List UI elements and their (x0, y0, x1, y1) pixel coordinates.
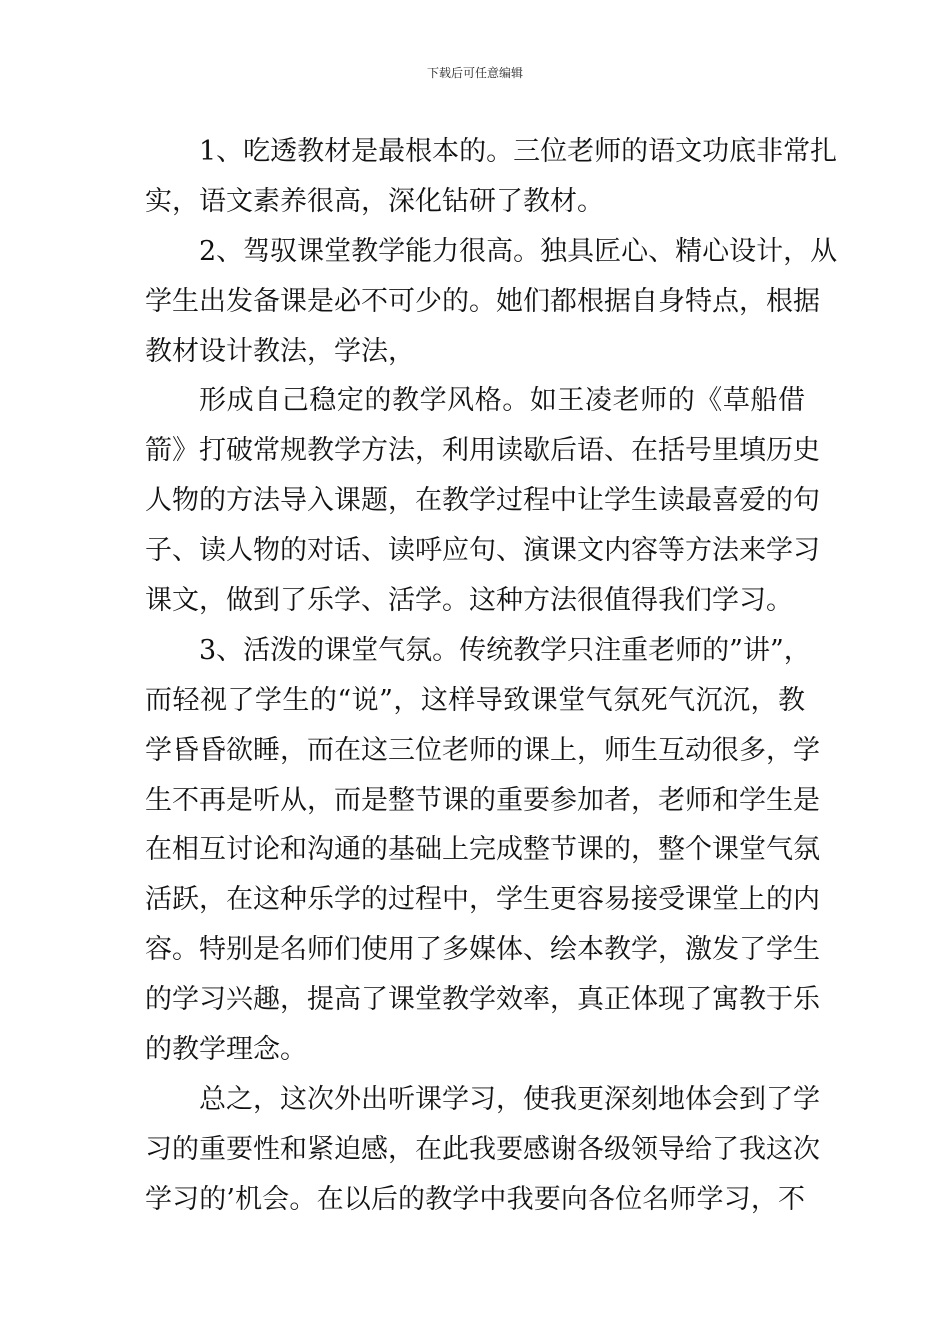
document-body (145, 127, 838, 1225)
text-line: 习的重要性和紧迫感，在此我要感谢各级领导给了我这次 (145, 1133, 820, 1165)
text-line: 容。特别是名师们使用了多媒体、绘本教学，激发了学生 (145, 934, 820, 966)
text-line: 的教学理念。 (145, 1034, 307, 1066)
text-line: 在相互讨论和沟通的基础上完成整节课的，整个课堂气氛 (145, 834, 820, 866)
text-line: 生不再是听从，而是整节课的重要参加者，老师和学生是 (145, 784, 820, 816)
text-line: 的学习兴趣，提高了课堂教学效率，真正体现了寓教于乐 (145, 984, 820, 1016)
text-line: 2、驾驭课堂教学能力很高。独具匠心、精心设计，从 (199, 235, 838, 267)
text-line: 活跃，在这种乐学的过程中，学生更容易接受课堂上的内 (145, 884, 820, 916)
text-line: 子、读人物的对话、读呼应句、演课文内容等方法来学习 (145, 535, 820, 567)
text-line: 课文，做到了乐学、活学。这种方法很值得我们学习。 (145, 585, 793, 617)
text-line: 人物的方法导入课题，在教学过程中让学生读最喜爱的句 (145, 485, 820, 517)
text-line: 教材设计教法，学法， (145, 335, 415, 367)
text-line: 形成自己稳定的教学风格。如王凌老师的《草船借 (199, 385, 805, 417)
text-line: 学昏昏欲睡，而在这三位老师的课上，师生互动很多，学 (145, 734, 820, 766)
text-line: 3、活泼的课堂气氛。传统教学只注重老师的”讲”， (199, 634, 811, 666)
text-line: 实，语文素养很高，深化钻研了教材。 (145, 185, 604, 217)
text-line: 1、吃透教材是最根本的。三位老师的语文功底非常扎 (199, 136, 838, 167)
page-header: 下载后可任意编辑 (426, 66, 523, 80)
text-line: 而轻视了学生的“说”，这样导致课堂气氛死气沉沉，教 (145, 684, 805, 716)
text-line: 箭》打破常规教学方法，利用读歇后语、在括号里填历史 (145, 435, 820, 467)
text-line: 学生出发备课是必不可少的。她们都根据自身特点，根据 (145, 285, 820, 317)
text-line: 总之，这次外出听课学习，使我更深刻地体会到了学 (199, 1083, 820, 1115)
text-line: 学习的’机会。在以后的教学中我要向各位名师学习，不 (145, 1183, 805, 1215)
